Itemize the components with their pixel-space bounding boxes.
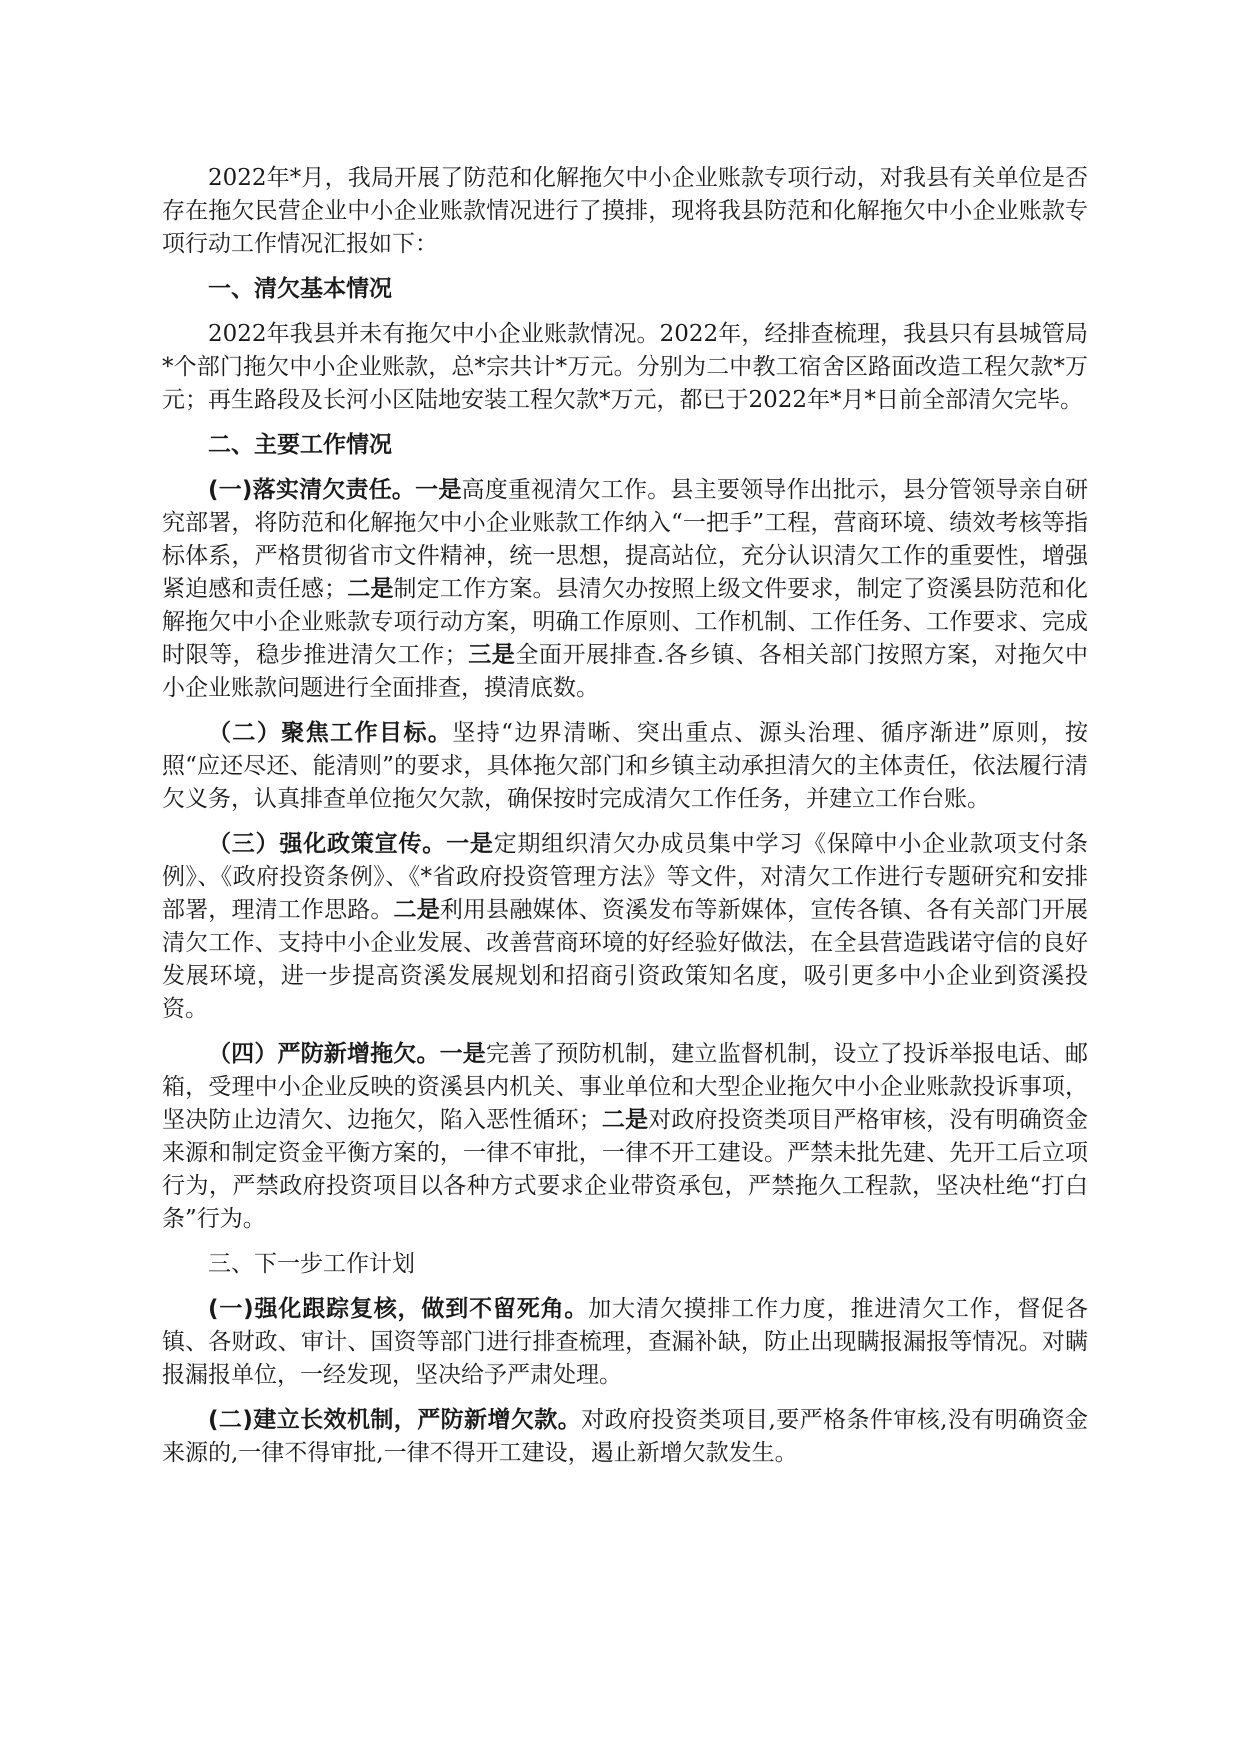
section2-paragraph-4 <box>162 1038 1088 1236</box>
section2-paragraph-2 <box>162 717 1088 816</box>
section-3-items <box>162 1293 1088 1470</box>
section3-paragraph-2 <box>162 1404 1088 1470</box>
bold-lead-text: （四）严防新增拖欠。 <box>208 1041 440 1067</box>
body-text: 对政府投资类项目严格审核，没有明确资金来源和制定资金平衡方案的，一律不审批，一律不开工建设。严禁未批先建、先开工后立项行为，严禁政府投资项目以各种方式要求企业带资承包，严禁拖久工程款，坚决杜绝“打白条”行为。 <box>162 1107 1089 1232</box>
section-3-heading: 三、下一步工作计划 <box>208 1251 415 1277</box>
bold-lead-text: 二是 <box>601 1107 649 1133</box>
section2-paragraph-1 <box>162 474 1088 705</box>
bold-lead-text: （三）强化政策宣传。 <box>208 831 447 857</box>
body-text: 对政府投资类项目,要严格条件审核,没有明确资金来源的,一律不得审批,一律不得开工建设，遏止新增欠款发生。 <box>162 1407 1088 1466</box>
section-1-heading: 一、清欠基本情况 <box>208 276 392 302</box>
bold-lead-text: 二是 <box>347 576 394 602</box>
bold-lead-text: 二是 <box>393 897 440 923</box>
body-text: 制定工作方案。县清欠办按照上级文件要求，制定了资溪县防范和化解拖欠中小企业账款专项行动方案，明确工作原则、工作机制、工作任务、工作要求、完成时限等，稳步推进清欠工作； <box>162 576 1089 668</box>
bold-lead-text: 一是 <box>446 831 494 857</box>
bold-lead-text: 一是 <box>439 1041 486 1067</box>
bold-lead-text: 一是 <box>415 477 462 503</box>
bold-lead-text: (一)强化跟踪复核，做到不留死角。 <box>208 1296 589 1322</box>
bold-lead-text: （二）聚焦工作目标。 <box>208 720 453 746</box>
body-text: 坚持“边界清晰、突出重点、源头治理、循序渐进”原则，按照“应还尽还、能清则”的要求，具体拖欠部门和乡镇主动承担清欠的主体责任，依法履行清欠义务，认真排查单位拖欠欠款，确保按时完成清欠工作任务，并建立工作台账。 <box>162 720 1088 812</box>
body-text: 完善了预防机制，建立监督机制，设立了投诉举报电话、邮箱，受理中小企业反映的资溪县内机关、事业单位和大型企业拖欠中小企业账款投诉事项，坚决防止边清欠、边拖欠，陷入恶性循环； <box>162 1041 1089 1133</box>
body-text: 利用县融媒体、资溪发布等新媒体，宣传各镇、各有关部门开展清欠工作、支持中小企业发展、改善营商环境的好经验好做法，在全县营造践诺守信的良好发展环境，进一步提高资溪发展规划和招商引资政策知名度，吸引更多中小企业到资溪投资。 <box>162 897 1089 1022</box>
section-2-heading: 二、主要工作情况 <box>208 432 392 458</box>
section2-paragraph-3 <box>162 828 1088 1026</box>
bold-lead-text: 三是 <box>467 642 516 668</box>
bold-lead-text: (一)落实清欠责任。 <box>208 477 416 503</box>
intro-paragraph: 2022年*月，我局开展了防范和化解拖欠中小企业账款专项行动，对我县有关单位是否存在拖欠民营企业中小企业账款情况进行了摸排，现将我县防范和化解拖欠中小企业账款专项行动工作情况汇报如下： <box>162 165 1088 257</box>
body-text: 加大清欠摸排工作力度，推进清欠工作，督促各镇、各财政、审计、国资等部门进行排查梳理，查漏补缺，防止出现瞒报漏报等情况。对瞒报漏报单位，一经发现，坚决给予严肃处理。 <box>162 1296 1089 1388</box>
body-text: 定期组织清欠办成员集中学习《保障中小企业款项支付条例》、《政府投资条例》、《*省政府投资管理方法》等文件，对清欠工作进行专题研究和安排部署，理清工作思路。 <box>162 831 1089 923</box>
bold-lead-text: (二)建立长效机制，严防新增欠款。 <box>208 1407 582 1433</box>
section3-paragraph-1 <box>162 1293 1088 1392</box>
body-text: 全面开展排查.各乡镇、各相关部门按照方案，对拖欠中小企业账款问题进行全面排查，摸清底数。 <box>162 642 1089 701</box>
body-text: 高度重视清欠工作。县主要领导作出批示，县分管领导亲自研究部署，将防范和化解拖欠中小企业账款工作纳入“一把手”工程，营商环境、绩效考核等指标体系，严格贯彻省市文件精神，统一思想，提高站位，充分认识清欠工作的重要性，增强紧迫感和责任感； <box>162 477 1088 602</box>
section-1-body: 2022年我县并未有拖欠中小企业账款情况。2022年，经排查梳理，我县只有县城管局*个部门拖欠中小企业账款，总*宗共计*万元。分别为二中教工宿舍区路面改造工程欠款*万元；再生路段及长河小区陆地安装工程欠款*万元，都已于2022年*月*日前全部清欠完毕。 <box>162 321 1088 413</box>
section-2-items <box>162 474 1088 1236</box>
